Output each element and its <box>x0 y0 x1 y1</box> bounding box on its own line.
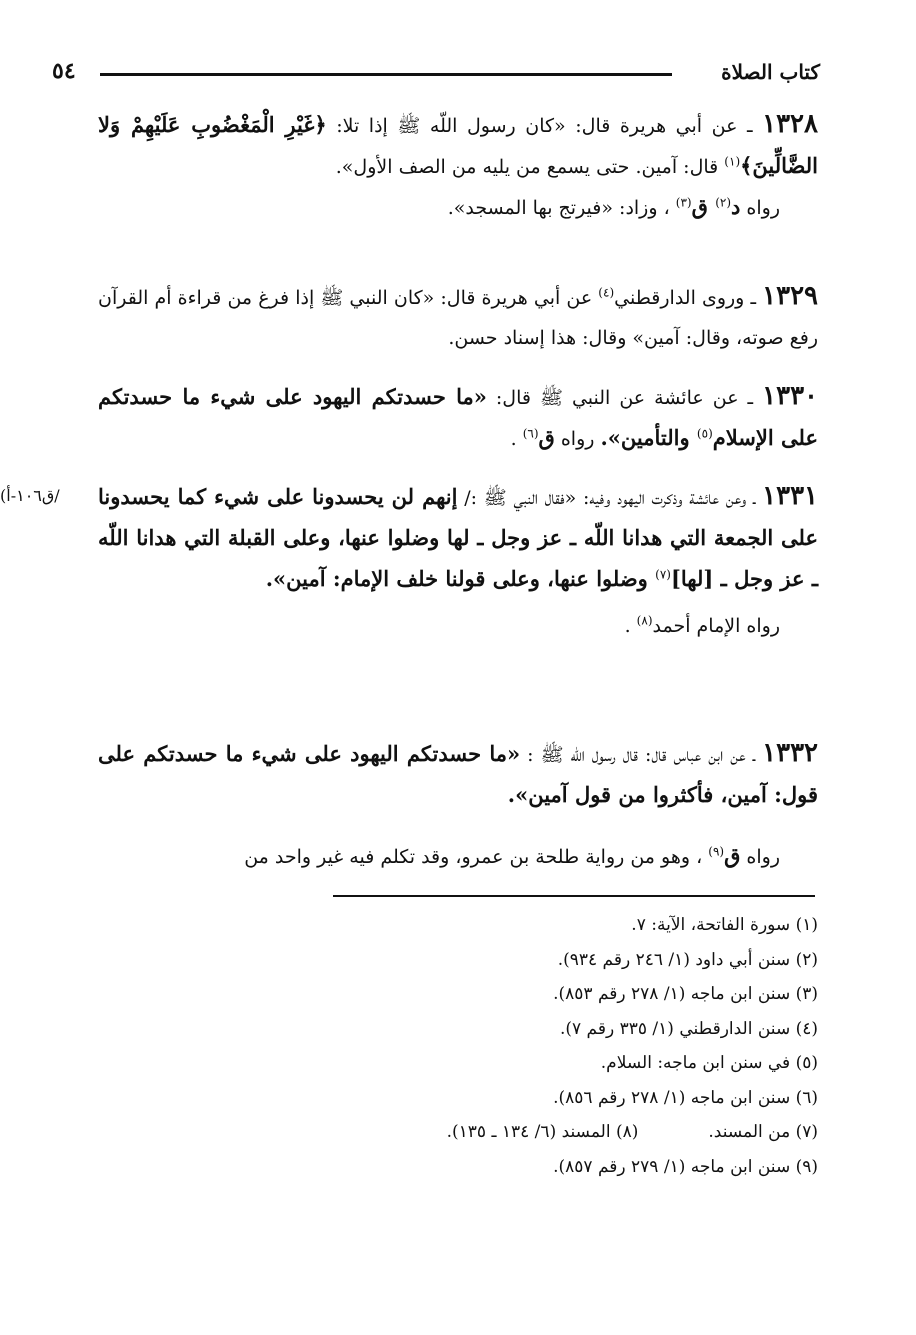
footnote-item: (١) سورة الفاتحة، الآية: ٧. <box>631 915 818 935</box>
footnote-ref: (٢) <box>715 195 732 210</box>
hadith-number: ١٣٢٨ <box>762 109 818 139</box>
hadith-number: ١٣٣٠ <box>762 381 818 411</box>
footnote-item: (٣) سنن ابن ماجه (١/ ٢٧٨ رقم ٨٥٣). <box>553 984 818 1004</box>
hadith-1330 <box>98 376 818 459</box>
footnote-ref: (٣) <box>675 195 692 210</box>
hadith-body: قال: آمين. حتى يسمع من يليه من الصف الأول». <box>335 156 725 178</box>
footnote-item: (٥) في سنن ابن ماجه: السلام. <box>600 1053 818 1073</box>
riwaya-prefix: رواه <box>554 428 601 450</box>
hadith-number: ١٣٣١ <box>762 481 818 511</box>
hadith-1329 <box>98 276 818 358</box>
hadith-quote: «ما حسدتكم اليهود على شيء ما حسدتكم على قول: آمين، فأكثروا من قول آمين». <box>98 741 818 807</box>
riwaya-prefix: رواه <box>740 197 780 219</box>
footnote-ref: (٦) <box>522 426 539 441</box>
hadith-1328 <box>98 104 818 228</box>
hadith-quote: «ما حسدتكم اليهود على شيء ما حسدتكم على الإسلام <box>98 384 818 450</box>
footnote-row <box>98 1115 818 1150</box>
manuscript-margin-note: /ق١٠٦-أ) <box>0 486 60 505</box>
source-abbrev-qaf: ق <box>538 425 555 450</box>
page-header <box>52 58 820 88</box>
riwaya-continuation: ، وهو من رواية طلحة بن عمرو، وقد تكلم فيه غير واحد من <box>244 846 709 868</box>
page-number: ٥٤ <box>52 58 76 84</box>
hadith-text <box>98 104 818 187</box>
hadith-intro: ـ عن عائشة عن النبي ﷺ قال: <box>486 387 763 409</box>
riwaya-line <box>98 187 818 228</box>
hadith-quote-end: وضلوا عنها، وعلى قولنا خلف الإمام: آمين». <box>265 566 656 591</box>
footnote-ref: (٥) <box>696 426 713 441</box>
source-abbrev-dal: د <box>731 194 741 219</box>
hadith-number: ١٣٣٢ <box>762 738 818 768</box>
hadith-intro: ـ وعن عائشة وذكرت اليهود وفيه: «فقال النبي ﷺ :/ <box>457 487 763 509</box>
riwaya-text <box>98 836 818 877</box>
footnote-ref: (٤) <box>598 285 615 300</box>
footnote-item: (٢) سنن أبي داود (١/ ٢٤٦ رقم ٩٣٤). <box>557 949 818 970</box>
footnote-item: (٦) سنن ابن ماجه (١/ ٢٧٨ رقم ٨٥٦). <box>553 1087 818 1108</box>
header-rule <box>100 73 672 76</box>
hadith-1332 <box>98 733 818 816</box>
riwaya-end: . <box>510 428 523 450</box>
source-abbrev-qaf: ق <box>724 843 741 868</box>
footnote-item: (٤) سنن الدارقطني (١/ ٣٣٥ رقم ٧). <box>559 1018 818 1039</box>
riwaya-prefix: رواه <box>740 846 780 868</box>
hadith-body: عن أبي هريرة قال: «كان النبي ﷺ إذا فرغ من قراءة أم القرآن رفع صوته، وقال: آمين» وقال: هذا إسناد حسن. <box>98 287 818 349</box>
hadith-intro: ـ عن ابن عباس قال: قال رسول اللّه ﷺ : <box>520 744 763 766</box>
hadith-intro: ـ وروى الدارقطني <box>614 287 763 309</box>
hadith-1331 <box>98 476 818 646</box>
footnotes <box>98 908 818 1184</box>
riwaya-line <box>98 606 818 646</box>
hadith-intro: ـ عن أبي هريرة قال: «كان رسول اللّه ﷺ إذا تلا: <box>326 115 763 137</box>
hadith-quote-end: والتأمين». <box>600 425 697 450</box>
riwaya-line <box>98 836 818 877</box>
hadith-number: ١٣٢٩ <box>762 281 818 311</box>
source-abbrev-qaf: ق <box>691 194 716 219</box>
hadith-text <box>98 376 818 459</box>
hadith-quote: إنهم لن يحسدونا على شيء كما يحسدونا على الجمعة التي هدانا اللّه ـ عز وجل ـ لها وضلوا عنها، وعلى القبلة التي هدانا اللّه ـ عز وجل ـ [لها] <box>98 484 818 591</box>
footnote-ref: (١) <box>724 154 741 169</box>
riwaya-text: رواه الإمام أحمد <box>652 615 780 637</box>
hadith-text <box>98 276 818 358</box>
quran-verse: ﴿غَيْرِ الْمَغْضُوبِ عَلَيْهِمْ وَلا الضَّالِّينَ﴾ <box>98 112 818 178</box>
footnote-ref: (٧) <box>655 567 671 582</box>
footnote-item: (٩) سنن ابن ماجه (١/ ٢٧٩ رقم ٨٥٧). <box>553 1156 818 1177</box>
chapter-title: كتاب الصلاة <box>721 60 820 84</box>
footnote-item: (٧) من المسند. <box>708 1122 818 1142</box>
footnote-item: (٨) المسند (٦/ ١٣٤ ـ ١٣٥). <box>446 1122 639 1142</box>
footnote-separator <box>333 895 815 897</box>
hadith-text <box>98 476 818 600</box>
riwaya-addition: ، وزاد: «فيرتج بها المسجد». <box>447 197 676 219</box>
footnote-ref: (٨) <box>636 613 653 628</box>
hadith-text <box>98 733 818 816</box>
riwaya-end: . <box>624 615 637 637</box>
footnote-ref: (٩) <box>708 844 725 859</box>
